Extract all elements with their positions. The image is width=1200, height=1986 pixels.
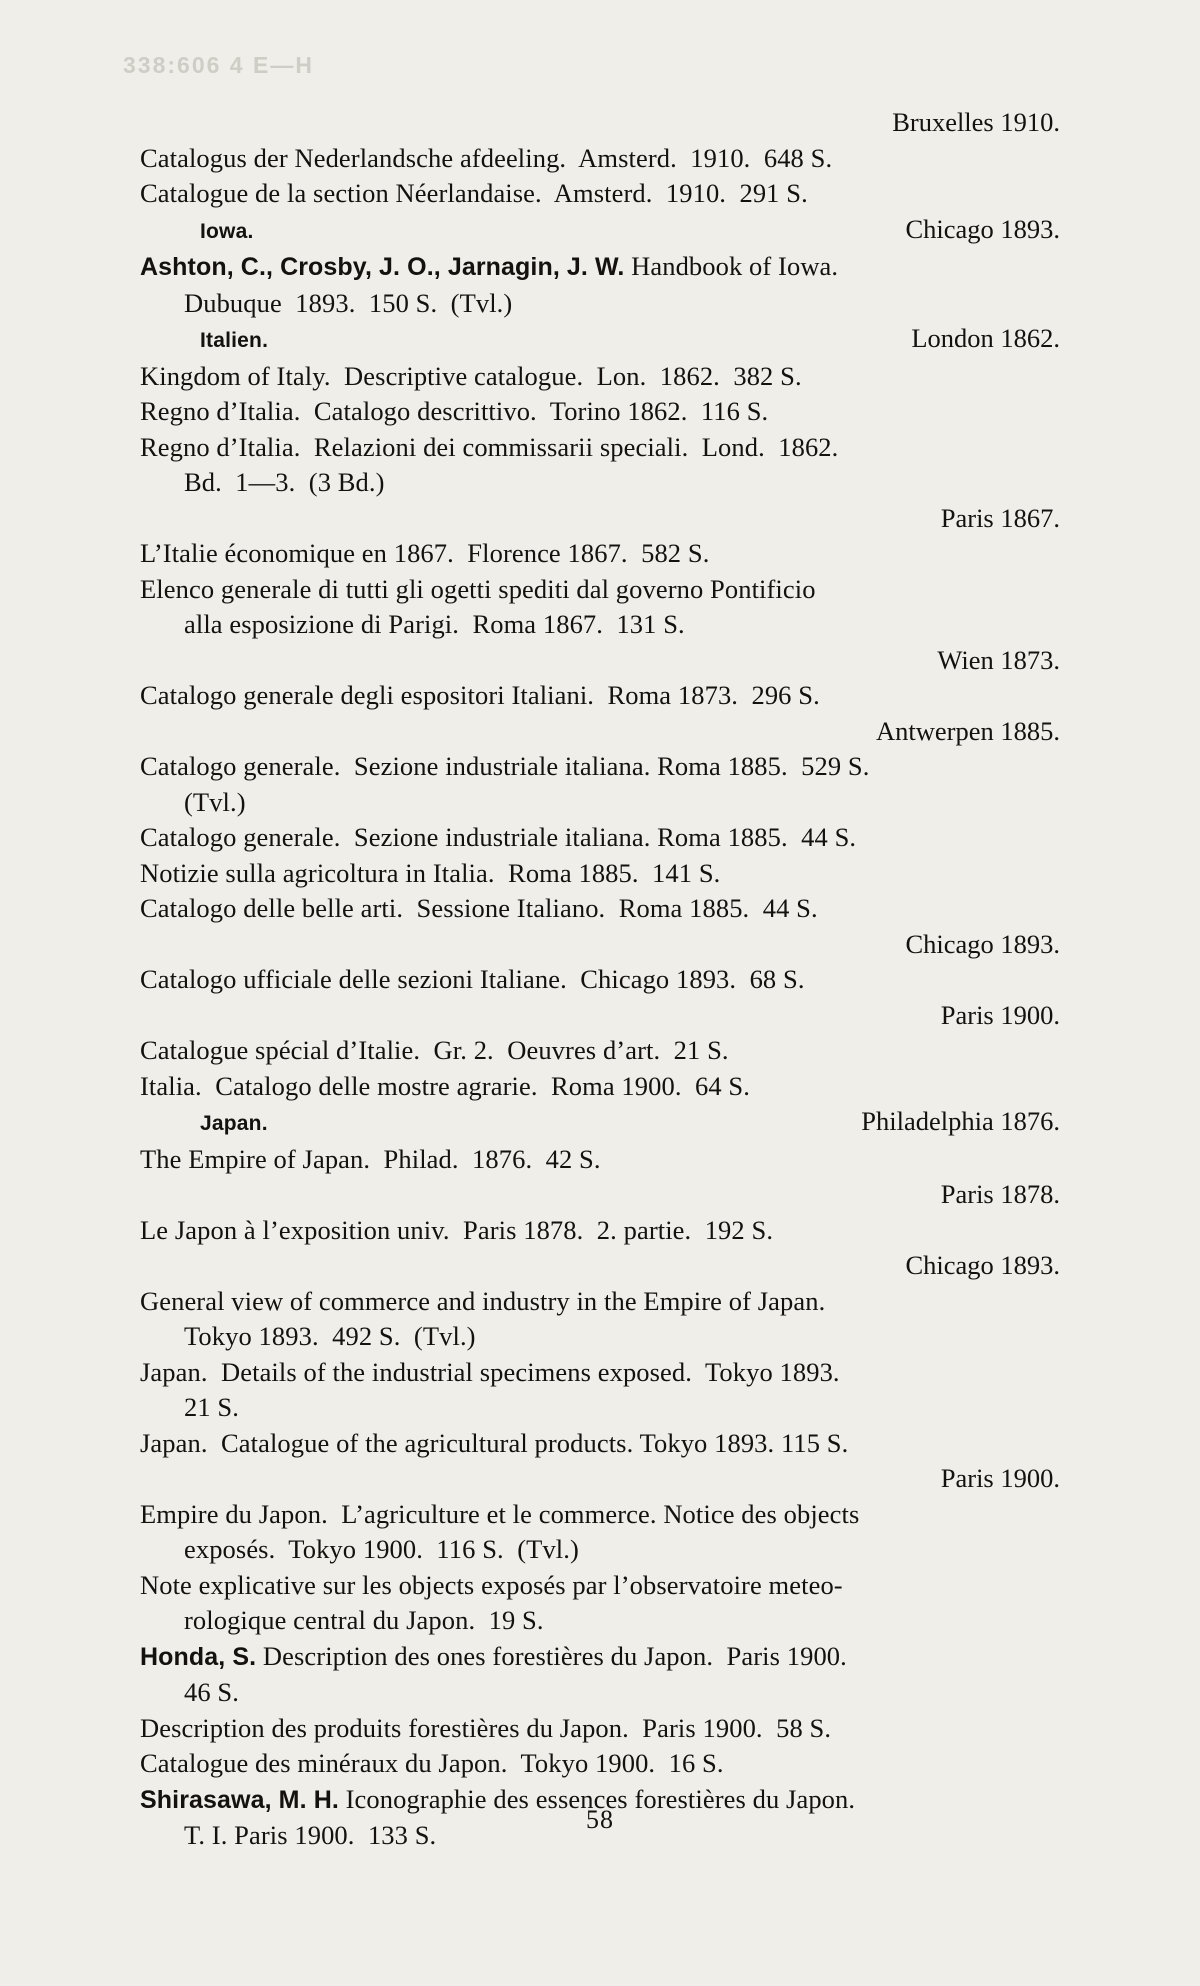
bibliography-entry: The Empire of Japan. Philad. 1876. 42 S. — [140, 1143, 601, 1174]
country-label: Japan. — [200, 1112, 268, 1135]
page-number: 58 — [586, 1805, 614, 1834]
entry-continuation: Bd. 1—3. (3 Bd.) — [184, 467, 385, 497]
bibliography-entry: Le Japon à l’exposition univ. Paris 1878. 2. partie. 192 S. — [140, 1214, 774, 1245]
bibliography-entry: Catalogus der Nederlandsche afdeeling. Amsterd. 1910. 648 S. — [140, 142, 833, 173]
bibliography-entry: Elenco generale di tutti gli ogetti spediti dal governo Pontificio — [140, 573, 816, 604]
entry-continuation: Tokyo 1893. 492 S. (Tvl.) — [184, 1321, 476, 1351]
bibliography-entry — [140, 249, 1060, 286]
entry-text: Handbook of Iowa. — [624, 251, 839, 281]
entry-continuation: Dubuque 1893. 150 S. (Tvl.) — [184, 287, 513, 318]
bibliography-entry: L’Italie économique en 1867. Florence 1867. 582 S. — [140, 538, 710, 568]
bibliography-entry: Catalogo ufficiale delle sezioni Italiane. Chicago 1893. 68 S. — [140, 964, 805, 994]
exposition-place: London 1862. — [911, 323, 1060, 353]
bibliography-entry: Catalogue des minéraux du Japon. Tokyo 1900. 16 S. — [140, 1748, 724, 1778]
bibliography-entry: Catalogo generale. Sezione industriale italiana. Roma 1885. 44 S. — [140, 822, 857, 852]
entry-text: Description des ones forestières du Japon. Paris 1900. — [256, 1640, 847, 1671]
bibliography-entry: Note explicative sur les objects exposés par l’observatoire meteo- — [140, 1569, 843, 1600]
section-heading — [140, 321, 1060, 359]
bibliography-entry: Description des produits forestières du Japon. Paris 1900. 58 S. — [140, 1712, 832, 1743]
exposition-place: Paris 1900. — [940, 1463, 1060, 1493]
exposition-place: Paris 1900. — [940, 999, 1060, 1030]
entry-text: Iconographie des essences forestières du Japon. — [338, 1783, 856, 1814]
bibliography-entry — [140, 1639, 1060, 1676]
bibliography-entry: Catalogo generale degli espositori Italiani. Roma 1873. 296 S. — [140, 680, 820, 710]
entry-continuation: exposés. Tokyo 1900. 116 S. (Tvl.) — [184, 1534, 579, 1564]
exposition-place: Bruxelles 1910. — [892, 107, 1060, 137]
entry-continuation: rologique central du Japon. 19 S. — [184, 1605, 544, 1635]
bibliography-body — [140, 105, 1060, 1854]
bibliography-entry: General view of commerce and industry in the Empire of Japan. — [140, 1285, 826, 1316]
bibliography-entry: Empire du Japon. L’agriculture et le commerce. Notice des objects — [140, 1498, 860, 1529]
author-name: Ashton, C., Crosby, J. O., Jarnagin, J. W. — [140, 253, 625, 281]
bibliography-entry: Catalogue de la section Néerlandaise. Amsterd. 1910. 291 S. — [140, 178, 808, 208]
page-header-stamp: 338:606 4 E—H — [123, 52, 314, 78]
section-heading — [140, 1104, 1060, 1142]
exposition-place: Paris 1867. — [940, 502, 1060, 533]
bibliography-entry: Catalogo delle belle arti. Sessione Italiano. Roma 1885. 44 S. — [140, 893, 818, 923]
country-label: Iowa. — [200, 219, 254, 243]
exposition-place: Paris 1878. — [940, 1179, 1060, 1209]
entry-continuation: 21 S. — [184, 1392, 239, 1422]
bibliography-entry: Kingdom of Italy. Descriptive catalogue. Lon. 1862. 382 S. — [140, 360, 802, 391]
entry-continuation: alla esposizione di Parigi. Roma 1867. 131 S. — [184, 609, 685, 639]
bibliography-entry: Notizie sulla agricoltura in Italia. Roma 1885. 141 S. — [140, 857, 721, 888]
section-heading — [140, 212, 1060, 250]
bibliography-entry: Catalogue spécial d’Italie. Gr. 2. Oeuvres d’art. 21 S. — [140, 1035, 729, 1065]
bibliography-entry: Regno d’Italia. Catalogo descrittivo. Torino 1862. 116 S. — [140, 396, 769, 426]
exposition-place: Wien 1873. — [937, 644, 1060, 675]
bibliography-entry: Japan. Details of the industrial specimens exposed. Tokyo 1893. — [140, 1356, 840, 1387]
exposition-place: Chicago 1893. — [905, 1250, 1060, 1280]
author-name: Honda, S. — [140, 1642, 257, 1671]
exposition-place: Philadelphia 1876. — [861, 1106, 1060, 1136]
entry-continuation: 46 S. — [184, 1677, 239, 1707]
bibliography-entry: Catalogo generale. Sezione industriale italiana. Roma 1885. 529 S. — [140, 751, 870, 781]
entry-continuation: (Tvl.) — [184, 786, 246, 817]
exposition-place: Antwerpen 1885. — [876, 715, 1060, 746]
exposition-place: Chicago 1893. — [905, 213, 1060, 244]
entry-continuation: T. I. Paris 1900. 133 S. — [184, 1820, 437, 1850]
country-label: Italien. — [200, 329, 269, 352]
bibliography-entry: Italia. Catalogo delle mostre agrarie. Roma 1900. 64 S. — [140, 1070, 750, 1101]
bibliography-entry: Regno d’Italia. Relazioni dei commissarii speciali. Lond. 1862. — [140, 431, 839, 462]
bibliography-entry: Japan. Catalogue of the agricultural products. Tokyo 1893. 115 S. — [140, 1427, 849, 1458]
exposition-place: Chicago 1893. — [905, 928, 1060, 959]
author-name: Shirasawa, M. H. — [140, 1785, 339, 1814]
